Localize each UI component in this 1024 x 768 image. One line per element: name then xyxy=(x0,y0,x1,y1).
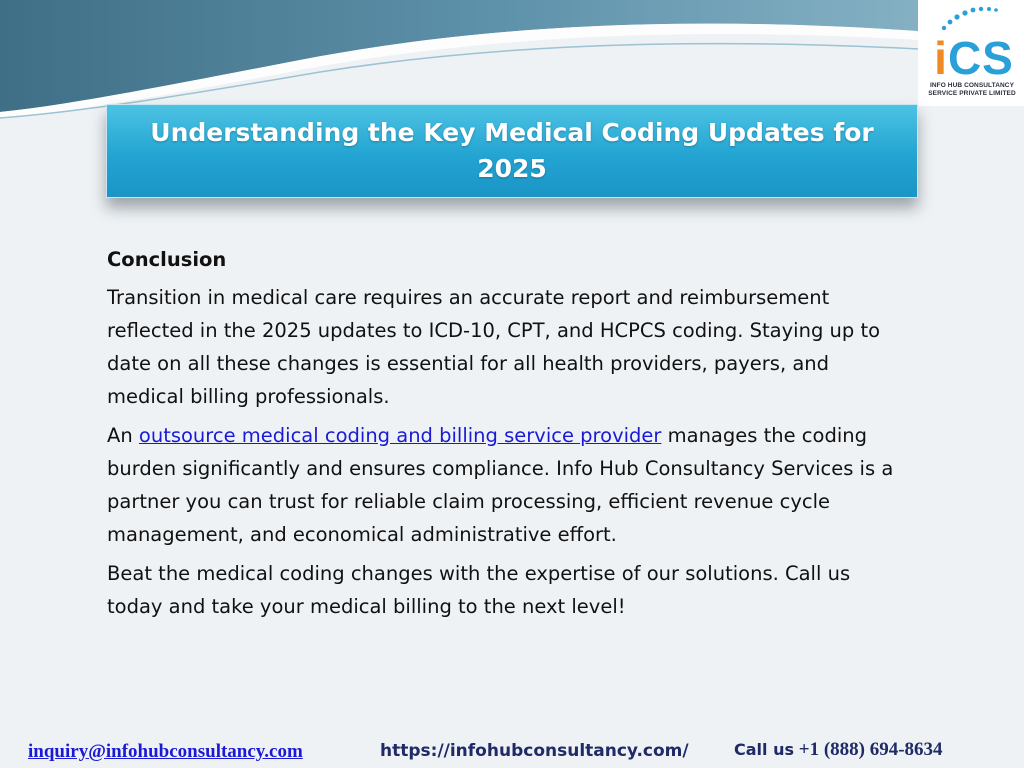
website-link[interactable]: https://infohubconsultancy.com/ xyxy=(380,741,689,761)
page-title: Understanding the Key Medical Coding Updates for 2025 xyxy=(150,118,874,183)
logo-line1: INFO HUB CONSULTANCY xyxy=(929,82,1015,89)
phone-label: Call us xyxy=(734,740,794,759)
logo-wordmark xyxy=(924,30,1024,82)
logo-subtitle xyxy=(922,82,1022,98)
phone-number: +1 (888) 694-8634 xyxy=(798,739,943,760)
paragraph-2-prefix: An xyxy=(107,424,139,447)
paragraph-1: Transition in medical care requires an accurate report and reimbursement reflected in the 2025 updates to ICD-10, CPT, and HCPCS coding. Staying up to date on all these changes is essential for all health providers, payers, and medical billing professionals. xyxy=(107,286,881,408)
paragraph-2-suffix: manages the coding burden significantly and ensures compliance. Info Hub Consultancy Services is a partner you can trust for reliable claim processing, efficient revenue cycle management, and economical administrative effort. xyxy=(107,424,894,546)
paragraph-2 xyxy=(107,419,907,551)
paragraph-3: Beat the medical coding changes with the expertise of our solutions. Call us today and take your medical billing to the next level! xyxy=(107,562,851,618)
section-heading: Conclusion xyxy=(107,248,227,271)
title-banner xyxy=(106,104,918,198)
phone-contact[interactable] xyxy=(734,739,943,761)
footer xyxy=(0,738,1024,768)
svg-text:iCS: iCS xyxy=(934,32,1014,82)
company-logo xyxy=(918,0,1024,106)
email-link[interactable]: inquiry@infohubconsultancy.com xyxy=(28,741,303,762)
logo-i-letter: i xyxy=(934,32,948,82)
outsource-service-link[interactable]: outsource medical coding and billing service provider xyxy=(138,424,662,447)
logo-line2: SERVICE PRIVATE LIMITED xyxy=(928,90,1016,97)
content-body xyxy=(107,245,907,629)
